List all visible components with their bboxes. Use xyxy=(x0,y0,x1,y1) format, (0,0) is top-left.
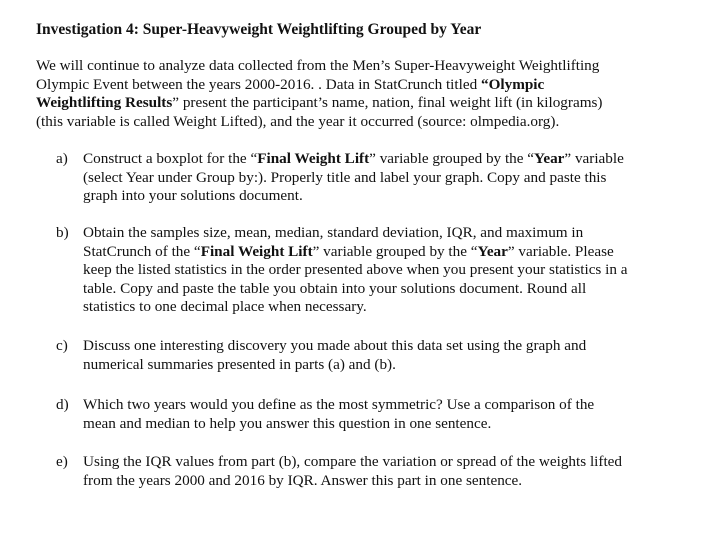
question-text xyxy=(83,453,622,490)
question-c-line-2: numerical summaries presented in parts (a) and (b). xyxy=(83,355,396,373)
question-b-text-1: StatCrunch of the “ xyxy=(83,242,201,260)
question-b-line-3: keep the listed statistics in the order presented above when you present your statistics in a xyxy=(83,261,628,279)
question-marker: d) xyxy=(56,396,69,413)
question-b-text-2: ” variable grouped by the “ xyxy=(312,242,478,260)
variable-final-weight-lift: Final Weight Lift xyxy=(257,150,370,167)
question-d-line-1: Which two years would you define as the most symmetric? Use a comparison of the xyxy=(83,396,595,413)
question-text xyxy=(83,337,586,374)
investigation-title: Investigation 4: Super-Heavyweight Weightlifting Grouped by Year xyxy=(36,21,482,38)
question-b-line-1: Obtain the samples size, mean, median, standard deviation, IQR, and maximum in xyxy=(83,224,584,241)
question-b-text-3: ” variable. Please xyxy=(507,242,614,260)
dataset-name-part-2: Weightlifting Results xyxy=(36,94,173,112)
variable-year: Year xyxy=(534,150,565,167)
dataset-name-part-1: “Olympic xyxy=(480,75,545,93)
question-e-line-2: from the years 2000 and 2016 by IQR. Answer this part in one sentence. xyxy=(83,471,523,489)
intro-line-3-text: ” present the participant’s name, nation, final weight lift (in kilograms) xyxy=(172,94,603,112)
question-a-line-3: graph into your solutions document. xyxy=(83,187,303,205)
question-marker: e) xyxy=(56,453,68,470)
question-a-line-1 xyxy=(83,150,624,169)
question-a-text-3: ” variable xyxy=(564,150,624,167)
intro-line-2 xyxy=(36,76,676,95)
intro-paragraph xyxy=(36,57,676,131)
question-marker: b) xyxy=(56,224,69,241)
intro-line-2-text: Olympic Event between the years 2000-2016. . Data in StatCrunch titled xyxy=(36,75,481,93)
question-b-line-4: table. Copy and paste the table you obtain into your solutions document. Round all xyxy=(83,279,587,297)
question-a-text-1: Construct a boxplot for the “ xyxy=(83,150,258,167)
question-a-line-2: (select Year under Group by:). Properly title and label your graph. Copy and paste this xyxy=(83,168,607,186)
question-marker: c) xyxy=(56,337,68,354)
intro-line-4: (this variable is called Weight Lifted), and the year it occurred (source: olmpedia.org). xyxy=(36,112,560,130)
question-e-line-1: Using the IQR values from part (b), compare the variation or spread of the weights lifted xyxy=(83,453,622,470)
intro-line-3 xyxy=(36,94,676,113)
question-marker: a) xyxy=(56,150,68,167)
question-c-line-1: Discuss one interesting discovery you made about this data set using the graph and xyxy=(83,337,587,354)
intro-line-1: We will continue to analyze data collected from the Men’s Super-Heavyweight Weightlifting xyxy=(36,57,600,74)
question-text xyxy=(83,396,594,433)
question-b-line-5: statistics to one decimal place when necessary. xyxy=(83,298,367,316)
question-text xyxy=(83,224,628,317)
variable-final-weight-lift: Final Weight Lift xyxy=(200,242,313,260)
question-b-line-2 xyxy=(83,243,628,262)
question-a-text-2: ” variable grouped by the “ xyxy=(369,150,535,167)
question-text xyxy=(83,150,624,206)
question-d-line-2: mean and median to help you answer this question in one sentence. xyxy=(83,414,492,432)
variable-year: Year xyxy=(477,242,508,260)
